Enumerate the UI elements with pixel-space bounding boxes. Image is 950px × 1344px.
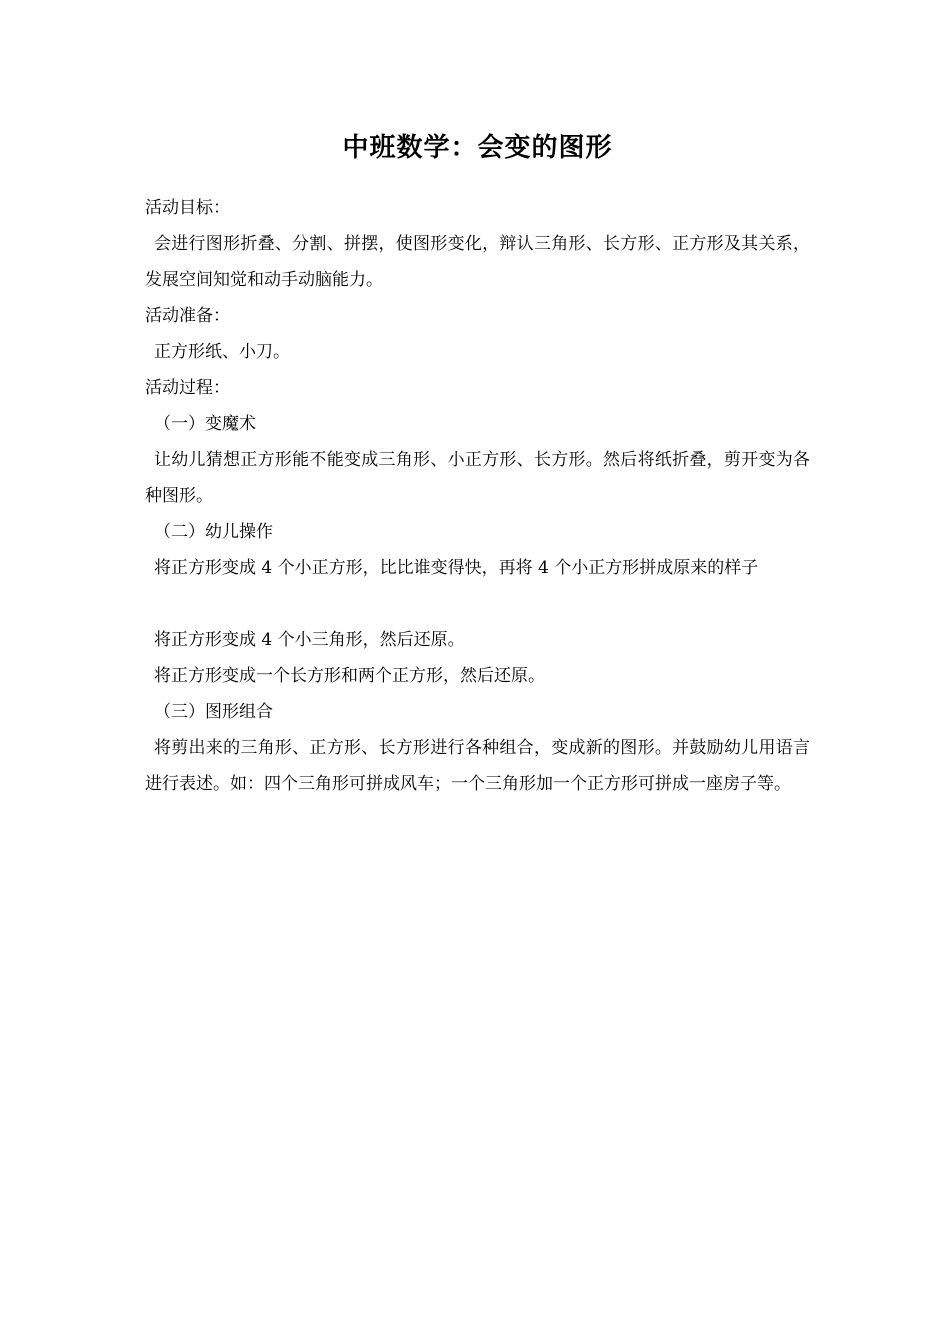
document-title: 中班数学：会变的图形 [342, 133, 613, 163]
document-page [145, 128, 810, 802]
step3-heading: （三）图形组合 [154, 702, 273, 722]
step2-text-1: 将正方形变成 4 个小正方形，比比谁变得快，再将 4 个小正方形拼成原来的样子 [154, 558, 759, 578]
prep-heading: 活动准备： [145, 306, 230, 326]
step2-text-2: 将正方形变成 4 个小三角形，然后还原。 [154, 630, 465, 650]
goal-heading: 活动目标： [145, 198, 230, 218]
step2-heading: （二）幼儿操作 [154, 522, 273, 542]
blank-line [145, 586, 810, 622]
step2-text-3: 将正方形变成一个长方形和两个正方形，然后还原。 [154, 666, 545, 686]
process-heading: 活动过程： [145, 378, 230, 398]
step1-heading: （一）变魔术 [154, 414, 256, 434]
goal-text: 会进行图形折叠、分割、拼摆，使图形变化，辩认三角形、长方形、正方形及其关系，发展空间知觉和动手动脑能力。 [145, 234, 810, 290]
prep-text: 正方形纸、小刀。 [154, 342, 290, 362]
step3-text: 将剪出来的三角形、正方形、长方形进行各种组合，变成新的图形。并鼓励幼儿用语言进行表述。如：四个三角形可拼成风车；一个三角形加一个正方形可拼成一座房子等。 [145, 738, 810, 794]
step1-text: 让幼儿猜想正方形能不能变成三角形、小正方形、长方形。然后将纸折叠，剪开变为各种图形。 [145, 450, 810, 506]
